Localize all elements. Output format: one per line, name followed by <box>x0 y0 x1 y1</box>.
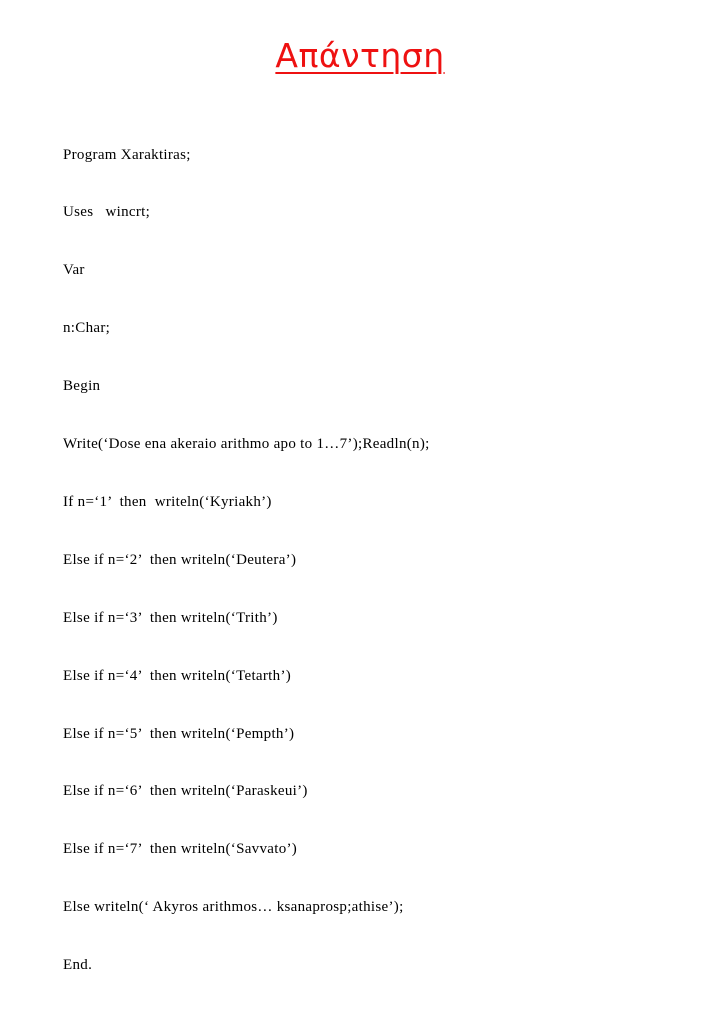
code-line: Else if n=‘3’ then writeln(‘Trith’) <box>63 609 278 626</box>
code-line: Else if n=‘4’ then writeln(‘Tetarth’) <box>63 667 292 684</box>
code-line: End. <box>63 957 93 974</box>
slide-title: Απάντηση <box>275 36 445 75</box>
code-line: Write(‘Dose ena akeraio arithmo apo to 1…7’);Readln(n); <box>63 436 430 453</box>
code-line: Program Xaraktiras; <box>63 146 191 163</box>
code-line: Else if n=‘2’ then writeln(‘Deutera’) <box>63 551 297 568</box>
code-line: Begin <box>63 378 101 395</box>
code-line: Else if n=‘7’ then writeln(‘Savvato’) <box>63 841 298 858</box>
code-line: Else if n=‘6’ then writeln(‘Paraskeui’) <box>63 783 308 800</box>
code-line: Else writeln(‘ Akyros arithmos… ksanaprosp;athise’); <box>63 899 404 916</box>
code-line: Var <box>63 262 85 279</box>
code-line: If n=‘1’ then writeln(‘Kyriakh’) <box>63 493 272 510</box>
code-listing <box>63 107 430 1014</box>
code-line: n:Char; <box>63 320 111 337</box>
code-line: Else if n=‘5’ then writeln(‘Pempth’) <box>63 725 295 742</box>
code-line: Uses wincrt; <box>63 204 151 221</box>
